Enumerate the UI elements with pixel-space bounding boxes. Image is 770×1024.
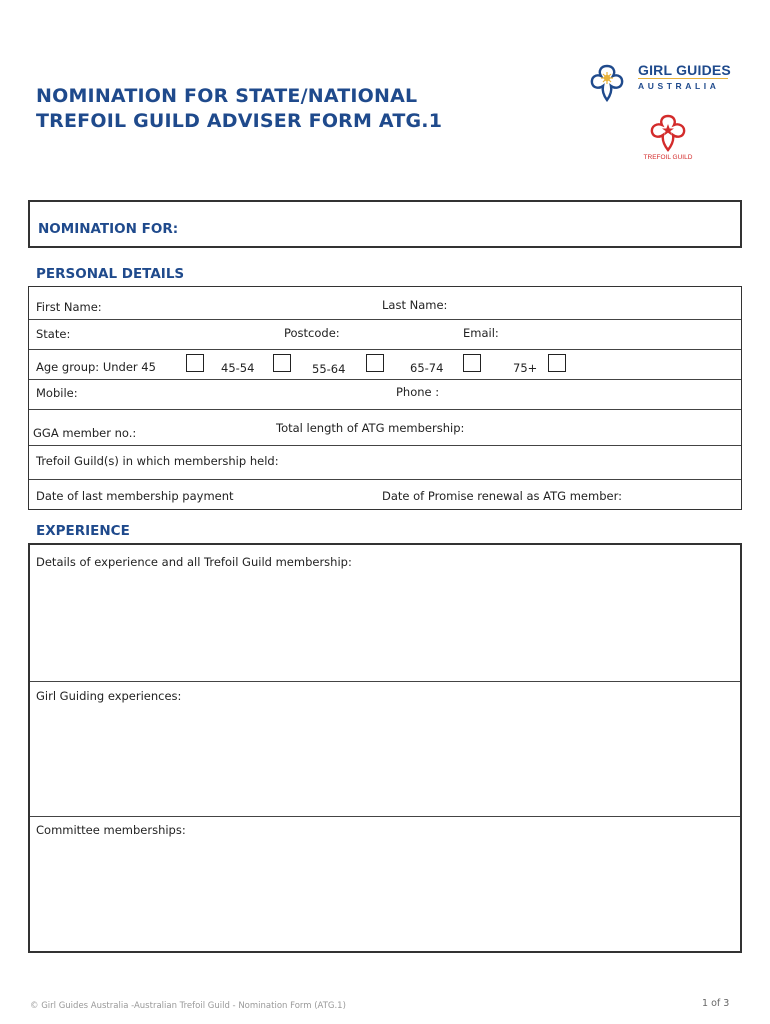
trefoil-icon bbox=[584, 58, 630, 104]
logo-org-name: GIRL GUIDES bbox=[638, 62, 731, 78]
row-divider bbox=[29, 479, 741, 480]
last-payment-label[interactable]: Date of last membership payment bbox=[36, 489, 234, 503]
girl-guides-australia-logo bbox=[584, 58, 734, 104]
promise-renewal-label[interactable]: Date of Promise renewal as ATG member: bbox=[382, 489, 622, 503]
age-option-label: 65-74 bbox=[410, 361, 444, 375]
age-group-label: Age group: Under 45 bbox=[36, 360, 156, 374]
email-label[interactable]: Email: bbox=[463, 326, 499, 340]
row-divider bbox=[29, 445, 741, 446]
title-line-2: TREFOIL GUILD ADVISER FORM ATG.1 bbox=[36, 110, 443, 132]
title-line-1: NOMINATION FOR STATE/NATIONAL bbox=[36, 85, 418, 107]
age-option-label: 55-64 bbox=[312, 362, 346, 376]
experience-heading: EXPERIENCE bbox=[36, 523, 130, 539]
logo-org-country: AUSTRALIA bbox=[638, 81, 720, 91]
page-title bbox=[36, 84, 506, 134]
age-option-label: 45-54 bbox=[221, 361, 255, 375]
row-divider bbox=[29, 409, 741, 410]
age-checkbox-55-64[interactable] bbox=[366, 354, 384, 372]
logo-rule bbox=[638, 78, 728, 79]
logo-trefoil-text: TREFOIL GUILD bbox=[643, 154, 693, 161]
member-number-label[interactable]: GGA member no.: bbox=[33, 426, 137, 440]
age-option-label: 75+ bbox=[513, 361, 538, 375]
guiding-experience-label: Girl Guiding experiences: bbox=[36, 689, 182, 703]
trefoil-guild-logo bbox=[636, 112, 700, 166]
experience-details-label: Details of experience and all Trefoil Guild membership: bbox=[36, 555, 352, 569]
trefoil-guild-icon bbox=[636, 112, 700, 154]
mobile-label[interactable]: Mobile: bbox=[36, 386, 78, 400]
personal-details-table bbox=[28, 286, 742, 510]
nomination-label: NOMINATION FOR: bbox=[38, 221, 179, 237]
personal-details-heading: PERSONAL DETAILS bbox=[36, 266, 185, 282]
nomination-box[interactable] bbox=[28, 200, 742, 248]
page-number: 1 of 3 bbox=[702, 998, 730, 1009]
committee-memberships-label: Committee memberships: bbox=[36, 823, 186, 837]
row-divider bbox=[29, 319, 741, 320]
last-name-label[interactable]: Last Name: bbox=[382, 298, 448, 312]
age-checkbox-45-54[interactable] bbox=[273, 354, 291, 372]
row-divider bbox=[29, 349, 741, 350]
footer-copyright: © Girl Guides Australia -Australian Trefoil Guild - Nomination Form (ATG.1) bbox=[30, 1001, 346, 1011]
age-checkbox-under-45[interactable] bbox=[186, 354, 204, 372]
first-name-label[interactable]: First Name: bbox=[36, 300, 102, 314]
phone-label[interactable]: Phone : bbox=[396, 385, 440, 399]
age-checkbox-75-plus[interactable] bbox=[548, 354, 566, 372]
trefoil-guilds-label[interactable]: Trefoil Guild(s) in which membership held: bbox=[36, 454, 279, 468]
postcode-label[interactable]: Postcode: bbox=[284, 326, 340, 340]
row-divider bbox=[29, 379, 741, 380]
state-label[interactable]: State: bbox=[36, 327, 71, 341]
age-checkbox-65-74[interactable] bbox=[463, 354, 481, 372]
membership-length-label[interactable]: Total length of ATG membership: bbox=[276, 421, 465, 435]
